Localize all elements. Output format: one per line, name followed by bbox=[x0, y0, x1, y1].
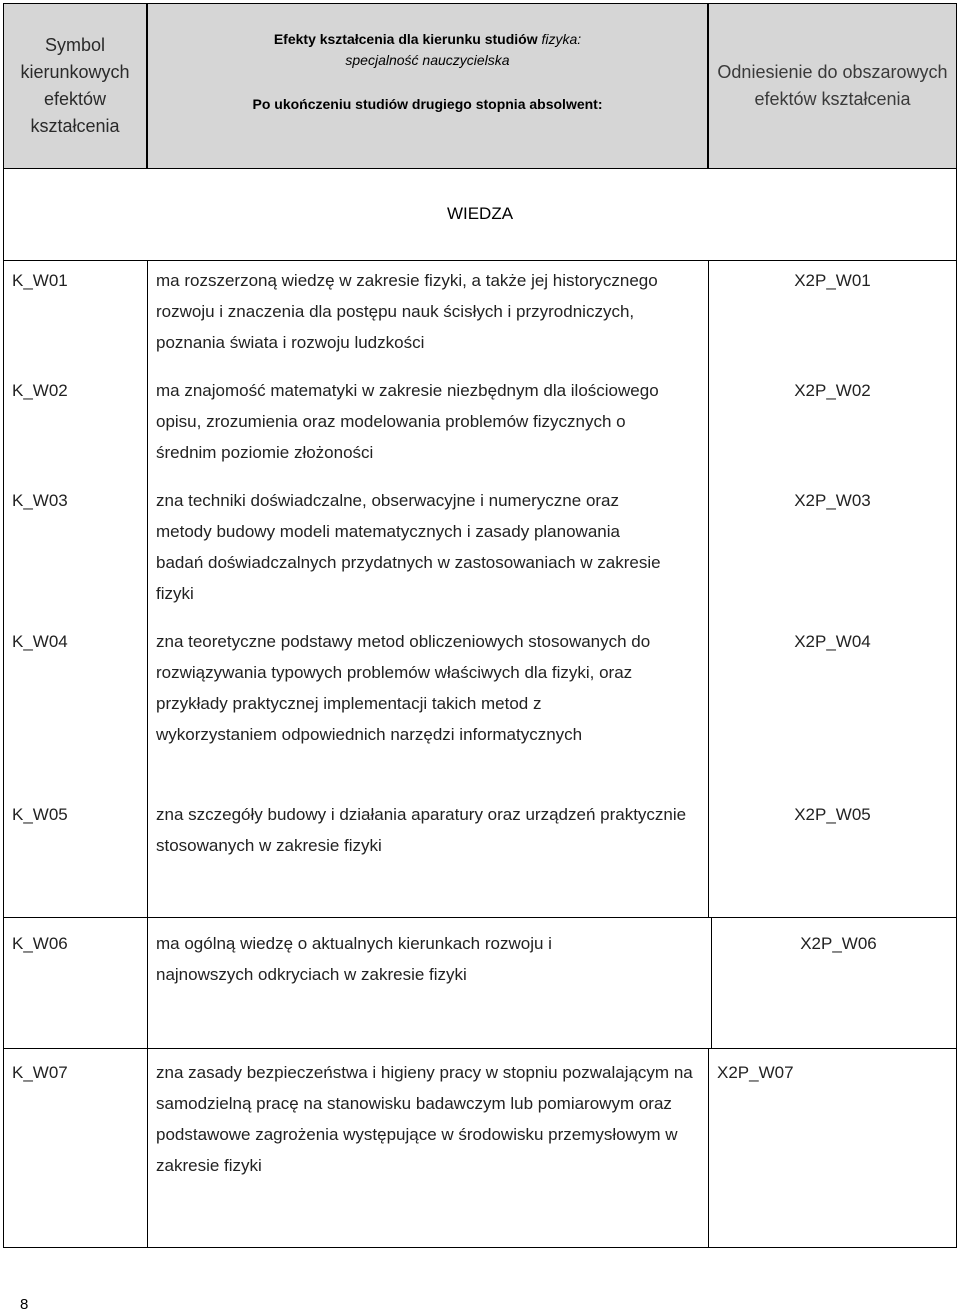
outcome-code: K_W07 bbox=[12, 1063, 68, 1082]
outcome-code: K_W01 bbox=[12, 271, 68, 290]
outcome-code: K_W06 bbox=[12, 934, 68, 953]
outcome-reference: X2P_W07 bbox=[717, 1063, 794, 1082]
outcome-description: ma rozszerzoną wiedzę w zakresie fizyki, a także jej historycznego rozwoju i znaczenia dla postępu nauk ścisłych i przyrodniczych, poznania świata i rozwoju ludzkości bbox=[156, 271, 658, 352]
outcome-reference: X2P_W02 bbox=[794, 381, 871, 400]
outcome-reference: X2P_W06 bbox=[800, 934, 877, 953]
header-reference-label: Odniesienie do obszarowych efektów kształcenia bbox=[717, 62, 948, 109]
learning-outcomes-table bbox=[3, 3, 957, 1248]
header-outcomes-cell bbox=[147, 3, 708, 169]
outcome-reference: X2P_W03 bbox=[794, 491, 871, 510]
page-number: 8 bbox=[20, 1296, 29, 1313]
outcome-code: K_W03 bbox=[12, 491, 68, 510]
outcome-code: K_W05 bbox=[12, 805, 68, 824]
header-symbol-cell bbox=[3, 3, 147, 169]
outcome-reference: X2P_W04 bbox=[794, 632, 871, 651]
section-title: WIEDZA bbox=[446, 204, 514, 223]
header-intro: Po ukończeniu studiów drugiego stopnia absolwent: bbox=[252, 96, 603, 112]
header-reference-cell bbox=[708, 3, 957, 169]
column-divider bbox=[147, 917, 148, 1048]
outcome-code: K_W02 bbox=[12, 381, 68, 400]
outcome-description: zna zasady bezpieczeństwa i higieny pracy w stopniu pozwalającym na samodzielną pracę na stanowisku badawczym lub pomiarowym oraz podstawowe zagrożenia występujące w środowisku przemysłowym w zakresie fizyki bbox=[156, 1063, 693, 1175]
column-divider bbox=[147, 1048, 148, 1248]
outcome-code: K_W04 bbox=[12, 632, 68, 651]
outcome-description: ma ogólną wiedzę o aktualnych kierunkach rozwoju i najnowszych odkryciach w zakresie fizyki bbox=[156, 934, 552, 984]
header-symbol-label: Symbol kierunkowych efektów kształcenia bbox=[20, 35, 130, 136]
outcome-description: zna techniki doświadczalne, obserwacyjne i numeryczne oraz metody budowy modeli matematycznych i zasady planowania badań doświadczalnych przydatnych w zastosowaniach w zakresie fizyki bbox=[156, 491, 661, 603]
outcome-description: zna szczegóły budowy i działania aparatury oraz urządzeń praktycznie stosowanych w zakresie fizyki bbox=[156, 805, 687, 855]
outcome-reference: X2P_W01 bbox=[794, 271, 871, 290]
header-specialty: specjalność nauczycielska bbox=[345, 52, 510, 68]
header-outcomes-title: Efekty kształcenia dla kierunku studiów fizyka: bbox=[273, 31, 582, 47]
outcome-reference: X2P_W05 bbox=[794, 805, 871, 824]
outcome-description: ma znajomość matematyki w zakresie niezbędnym dla ilościowego opisu, zrozumienia oraz modelowania problemów fizycznych o średnim poziomie złożoności bbox=[156, 381, 659, 462]
outcome-description: zna teoretyczne podstawy metod obliczeniowych stosowanych do rozwiązywania typowych problemów właściwych dla fizyki, oraz przykłady praktycznej implementacji takich metod z wykorzystaniem odpowiednich narzędzi informatycznych bbox=[156, 632, 651, 744]
column-divider bbox=[147, 260, 148, 917]
